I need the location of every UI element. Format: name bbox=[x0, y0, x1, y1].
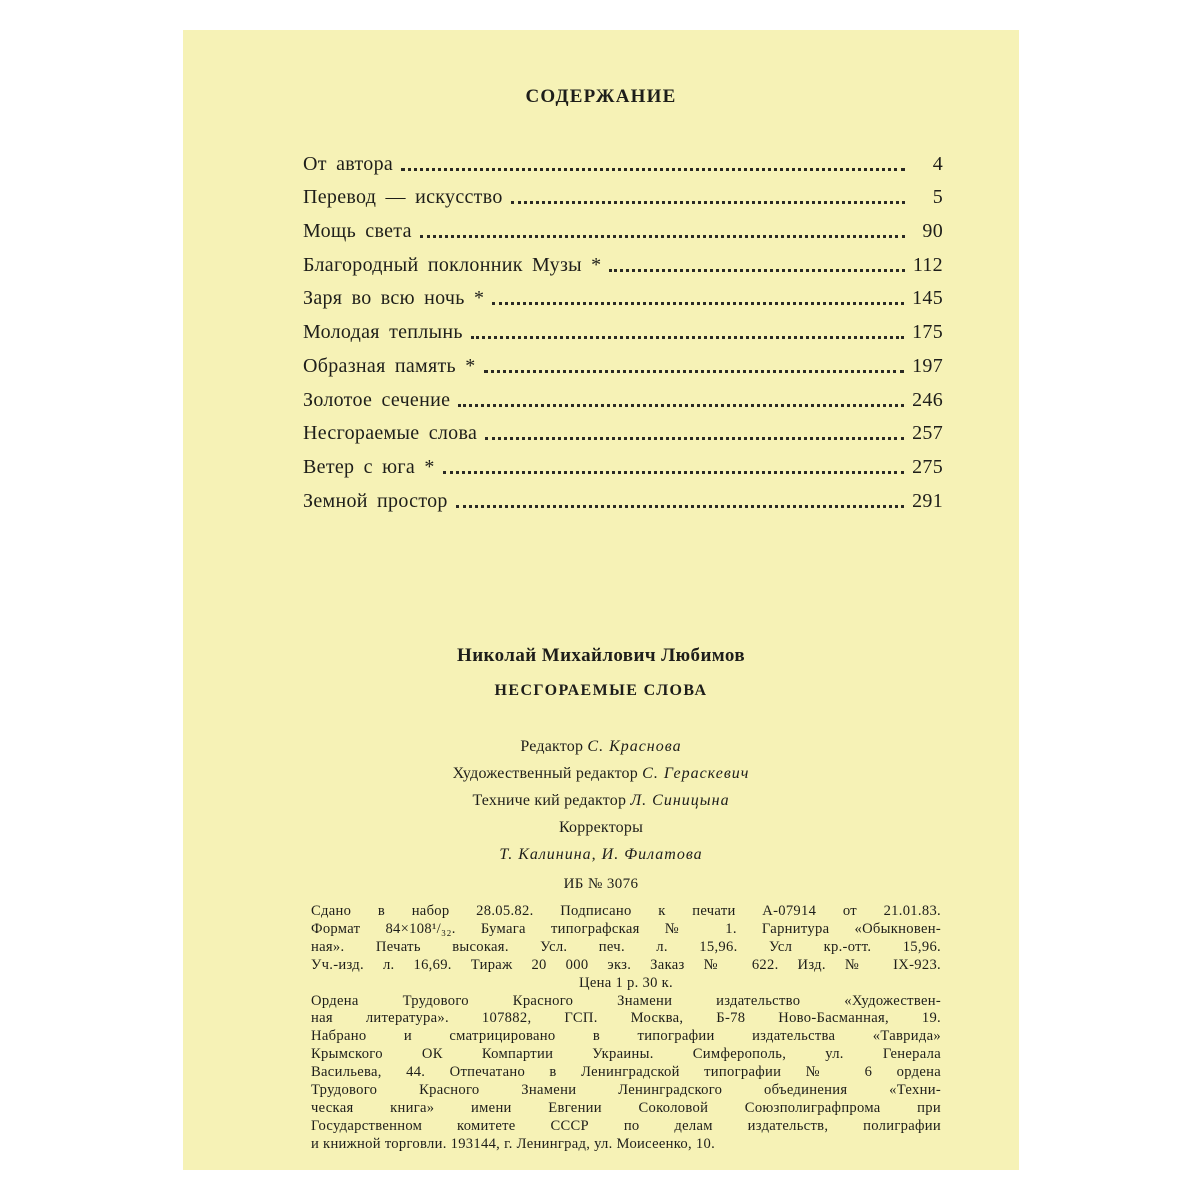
editor-label: Редактор bbox=[520, 738, 584, 755]
toc-entry-title: Благородный поклонник Музы * bbox=[303, 253, 602, 276]
toc-entry-title: Золотое сечение bbox=[303, 388, 451, 411]
imprint-line: Набрано и сматрицировано в типографии издательства «Таврида» bbox=[311, 1028, 941, 1045]
imprint-price: Цена 1 р. 30 к. bbox=[579, 974, 673, 991]
toc-entry-title: От автора bbox=[303, 152, 394, 175]
dot-leader bbox=[443, 471, 904, 474]
dot-leader bbox=[420, 235, 905, 238]
dot-leader bbox=[471, 336, 904, 339]
imprint-line: Уч.-изд. л. 16,69. Тираж 20 000 экз. Заказ № 622. Изд. № IX-923. bbox=[311, 956, 941, 973]
author-name: Николай Михайлович Любимов bbox=[457, 645, 745, 666]
toc-entry-page: 246 bbox=[912, 388, 943, 411]
toc-entry-page: 257 bbox=[912, 422, 943, 445]
editor-line bbox=[183, 733, 1019, 760]
toc-entry bbox=[303, 209, 943, 243]
dot-leader bbox=[458, 404, 904, 407]
tech-editor-line bbox=[183, 787, 1019, 814]
imprint-line: Ордена Трудового Красного Знамени издательство «Художествен- bbox=[311, 992, 941, 1009]
imprint-line: Крымского ОК Компартии Украины. Симферополь, ул. Генерала bbox=[311, 1046, 941, 1063]
imprint-block bbox=[311, 903, 941, 1154]
toc-entry-title: Образная память * bbox=[303, 354, 476, 377]
dot-leader bbox=[511, 201, 905, 204]
toc-entry-page: 275 bbox=[912, 455, 943, 478]
toc-entry-page: 5 bbox=[932, 186, 943, 209]
dot-leader bbox=[456, 505, 904, 508]
book-title: НЕСГОРАЕМЫЕ СЛОВА bbox=[494, 682, 708, 699]
imprint-line: и книжной торговли. 193144, г. Ленинград, ул. Моисеенко, 10. bbox=[311, 1135, 716, 1152]
toc-entry-page: 4 bbox=[932, 152, 943, 175]
imprint-line: Государственном комитете СССР по делам издательств, полиграфии bbox=[311, 1117, 941, 1134]
toc-entry-title: Мощь света bbox=[303, 220, 412, 243]
toc-entry-page: 175 bbox=[912, 321, 943, 344]
table-of-contents bbox=[303, 142, 943, 513]
toc-entry-page: 145 bbox=[912, 287, 943, 310]
imprint-line: Васильева, 44. Отпечатано в Ленинградской типографии № 6 ордена bbox=[311, 1064, 941, 1081]
toc-entry-title: Земной простор bbox=[303, 489, 448, 512]
toc-entry bbox=[303, 344, 943, 378]
toc-entry bbox=[303, 412, 943, 446]
toc-entry-title: Заря во всю ночь * bbox=[303, 287, 485, 310]
imprint-line: Трудового Красного Знамени Ленинградского объединения «Техни- bbox=[311, 1082, 941, 1099]
toc-entry-title: Молодая теплынь bbox=[303, 321, 463, 344]
toc-entry bbox=[303, 243, 943, 277]
toc-entry bbox=[303, 479, 943, 513]
toc-entry-title: Перевод — искусство bbox=[303, 186, 503, 209]
imprint-line: ная литература». 107882, ГСП. Москва, Б-78 Ново-Басманная, 19. bbox=[311, 1010, 941, 1027]
imprint-line: ческая книга» имени Евгении Соколовой Союзполиграфпрома при bbox=[311, 1099, 941, 1116]
dot-leader bbox=[401, 168, 905, 171]
imprint-line: Сдано в набор 28.05.82. Подписано к печати А-07914 от 21.01.83. bbox=[311, 903, 941, 919]
imprint-line: Формат 84×108¹/₃₂. Бумага типографская № 1. Гарнитура «Обыкновен- bbox=[311, 920, 941, 937]
art-editor-label: Художественный редактор bbox=[452, 765, 638, 782]
toc-entry bbox=[303, 176, 943, 210]
toc-entry bbox=[303, 310, 943, 344]
dot-leader bbox=[485, 437, 904, 440]
toc-entry bbox=[303, 445, 943, 479]
art-editor-line bbox=[183, 760, 1019, 787]
toc-entry bbox=[303, 142, 943, 176]
toc-entry-title: Несгораемые слова bbox=[303, 422, 478, 445]
dot-leader bbox=[609, 269, 904, 272]
dot-leader bbox=[484, 370, 905, 373]
toc-entry-page: 197 bbox=[912, 354, 943, 377]
toc-entry bbox=[303, 378, 943, 412]
contents-title: СОДЕРЖАНИЕ bbox=[525, 86, 677, 107]
toc-entry-page: 291 bbox=[912, 489, 943, 512]
toc-entry-title: Ветер с юга * bbox=[303, 455, 435, 478]
proofreaders-names: Т. Калинина, И. Филатова bbox=[499, 846, 703, 863]
tech-editor-name: Л. Синицына bbox=[630, 792, 730, 809]
toc-entry bbox=[303, 277, 943, 311]
imprint-line: ная». Печать высокая. Усл. печ. л. 15,96. Усл кр.-отт. 15,96. bbox=[311, 938, 941, 955]
ib-number: ИБ № 3076 bbox=[563, 876, 639, 892]
tech-editor-label: Техниче кий редактор bbox=[472, 792, 627, 809]
dot-leader bbox=[492, 302, 904, 305]
credits-block bbox=[183, 733, 1019, 868]
editor-name: С. Краснова bbox=[587, 738, 682, 755]
toc-entry-page: 90 bbox=[922, 220, 943, 243]
book-page bbox=[183, 30, 1019, 1170]
toc-entry-page: 112 bbox=[912, 253, 943, 276]
art-editor-name: С. Гераскевич bbox=[642, 765, 750, 782]
proofreaders-label: Корректоры bbox=[558, 819, 644, 836]
